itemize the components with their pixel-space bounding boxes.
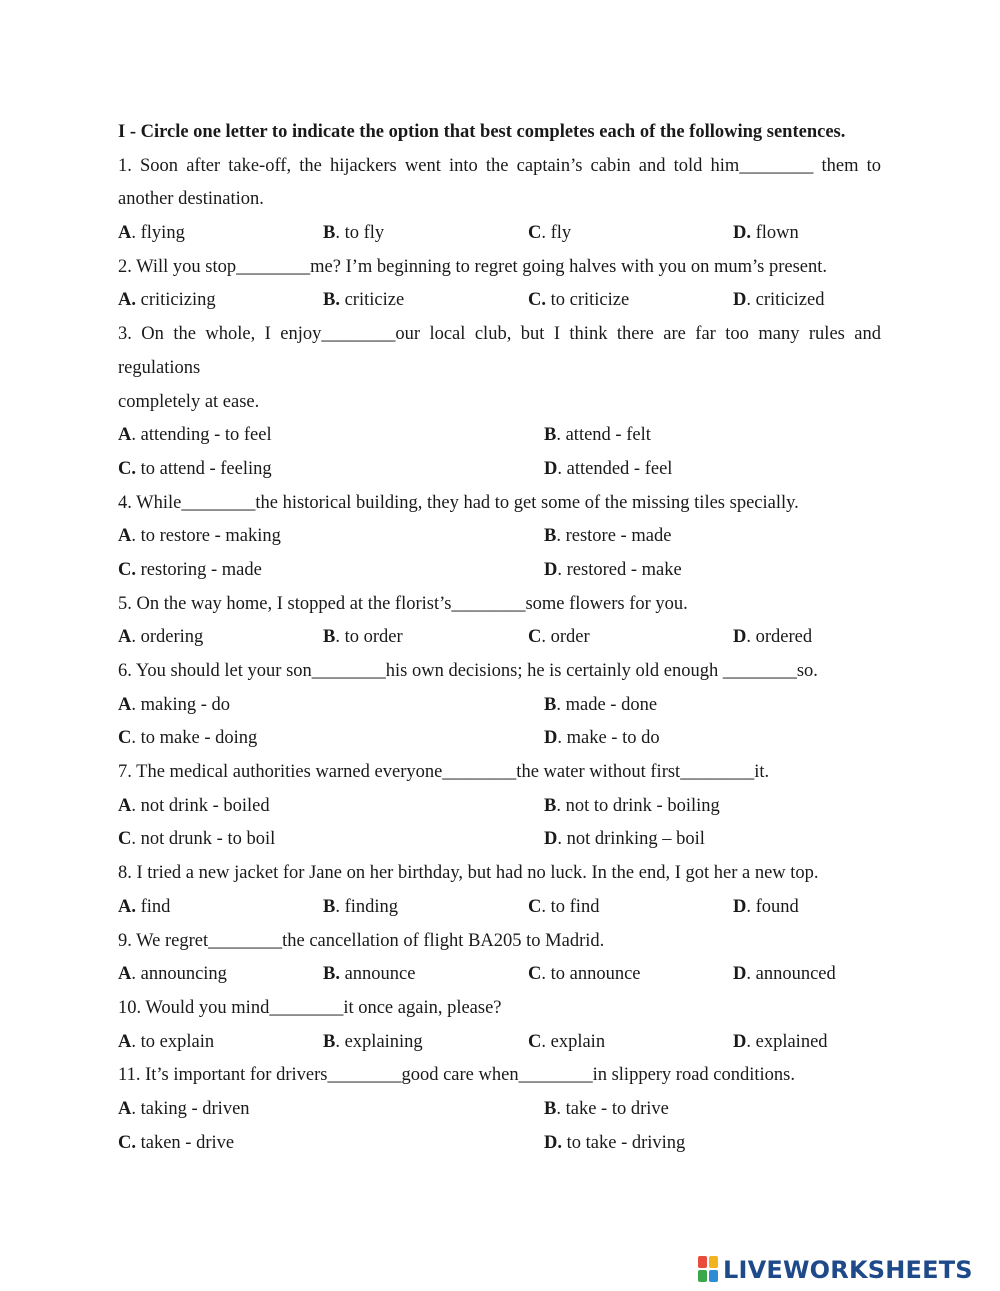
option-c[interactable]: C. fly: [528, 223, 572, 244]
question-text: another destination.: [118, 189, 264, 210]
option-b[interactable]: B. not to drink - boiling: [544, 795, 720, 816]
question-8: [118, 857, 881, 924]
options-row: [118, 453, 881, 487]
worksheet: [118, 116, 881, 1160]
question-text: 7. The medical authorities warned everyone________the water without first________it.: [118, 762, 770, 783]
question-text: 9. We regret________the cancellation of flight BA205 to Madrid.: [118, 930, 605, 951]
options-row: [118, 891, 881, 925]
option-d[interactable]: D. explained: [733, 1031, 828, 1052]
option-d[interactable]: D. found: [733, 896, 799, 917]
question-text: 6. You should let your son________his own decisions; he is certainly old enough ________so.: [118, 661, 818, 681]
question-text: 5. On the way home, I stopped at the florist’s________some flowers for you.: [118, 593, 688, 614]
options-row: [118, 217, 881, 251]
option-c[interactable]: C. taken - drive: [118, 1132, 235, 1153]
option-d[interactable]: D. not drinking – boil: [544, 829, 705, 850]
question-11: [118, 1059, 881, 1160]
option-c[interactable]: C. to make - doing: [118, 728, 258, 749]
options-row: [118, 1127, 881, 1161]
option-c[interactable]: C. restoring - made: [118, 559, 262, 580]
section-heading: I - Circle one letter to indicate the option that best completes each of the following sentences.: [118, 122, 846, 142]
option-a[interactable]: A. attending - to feel: [118, 425, 272, 446]
question-text: regulations: [118, 357, 201, 378]
question-6: [118, 655, 881, 756]
option-b[interactable]: B. restore - made: [544, 526, 672, 547]
option-b[interactable]: B. criticize: [323, 290, 405, 311]
option-b[interactable]: B. to order: [323, 627, 403, 648]
question-3: [118, 318, 881, 486]
question-text: 3. On the whole, I enjoy________our local club, but I think there are far too many rules and: [118, 324, 881, 345]
question-text: 8. I tried a new jacket for Jane on her birthday, but had no luck. In the end, I got her a new top.: [118, 863, 819, 884]
options-row: [118, 689, 881, 723]
option-b[interactable]: B. finding: [323, 896, 399, 917]
question-text: 4. While________the historical building, they had to get some of the missing tiles specially.: [118, 492, 799, 513]
mark-block: [709, 1270, 718, 1282]
option-d[interactable]: D. criticized: [733, 290, 825, 311]
question-text: 10. Would you mind________it once again, please?: [118, 997, 502, 1018]
option-c[interactable]: C. to criticize: [528, 290, 630, 311]
options-row: [118, 419, 881, 453]
options-row: [118, 284, 881, 318]
options-row: [118, 554, 881, 588]
option-c[interactable]: C. explain: [528, 1031, 606, 1052]
question-7: [118, 756, 881, 857]
question-1: [118, 150, 881, 251]
question-10: [118, 992, 881, 1059]
option-c[interactable]: C. not drunk - to boil: [118, 829, 276, 850]
option-d[interactable]: D. to take - driving: [544, 1132, 686, 1153]
options-row: [118, 520, 881, 554]
option-a[interactable]: A. making - do: [118, 694, 231, 715]
option-a[interactable]: A. criticizing: [118, 290, 216, 311]
mark-block: [698, 1256, 707, 1268]
option-d[interactable]: D. flown: [733, 223, 799, 244]
options-row: [118, 790, 881, 824]
question-2: [118, 251, 881, 318]
options-row: [118, 722, 881, 756]
option-c[interactable]: C. to attend - feeling: [118, 458, 272, 479]
option-c[interactable]: C. to find: [528, 896, 600, 917]
option-d[interactable]: D. make - to do: [544, 728, 660, 749]
option-d[interactable]: D. ordered: [733, 627, 813, 648]
question-text: completely at ease.: [118, 391, 260, 412]
mark-block: [698, 1270, 707, 1282]
option-a[interactable]: A. to restore - making: [118, 526, 281, 547]
liveworksheets-logo[interactable]: [698, 1252, 973, 1288]
option-b[interactable]: B. made - done: [544, 694, 658, 715]
question-9: [118, 925, 881, 992]
option-c[interactable]: C. to announce: [528, 964, 641, 985]
option-c[interactable]: C. order: [528, 627, 590, 648]
options-row: [118, 1026, 881, 1060]
options-row: [118, 823, 881, 857]
option-a[interactable]: A. taking - driven: [118, 1098, 250, 1119]
question-text: 11. It’s important for drivers________good care when________in slippery road conditions.: [118, 1065, 796, 1086]
option-b[interactable]: B. explaining: [323, 1031, 423, 1052]
option-b[interactable]: B. to fly: [323, 223, 385, 244]
option-d[interactable]: D. attended - feel: [544, 458, 673, 479]
option-a[interactable]: A. flying: [118, 223, 185, 244]
options-row: [118, 1093, 881, 1127]
question-text: 1. Soon after take-off, the hijackers went into the captain’s cabin and told him________ them to: [118, 155, 881, 176]
question-text: 2. Will you stop________me? I’m beginning to regret going halves with you on mum’s present.: [118, 256, 828, 277]
option-b[interactable]: B. announce: [323, 964, 416, 985]
option-d[interactable]: D. restored - make: [544, 559, 682, 580]
option-b[interactable]: B. attend - felt: [544, 425, 651, 446]
option-d[interactable]: D. announced: [733, 964, 836, 985]
option-a[interactable]: A. to explain: [118, 1031, 215, 1052]
question-5: [118, 588, 881, 655]
option-a[interactable]: A. announcing: [118, 964, 227, 985]
logo-text: LIVEWORKSHEETS: [723, 1256, 973, 1284]
option-b[interactable]: B. take - to drive: [544, 1098, 669, 1119]
question-4: [118, 487, 881, 588]
options-row: [118, 958, 881, 992]
option-a[interactable]: A. not drink - boiled: [118, 795, 270, 816]
mark-block: [709, 1256, 718, 1268]
options-row: [118, 621, 881, 655]
liveworksheets-mark-icon: [698, 1256, 720, 1284]
option-a[interactable]: A. ordering: [118, 627, 204, 648]
option-a[interactable]: A. find: [118, 896, 171, 917]
